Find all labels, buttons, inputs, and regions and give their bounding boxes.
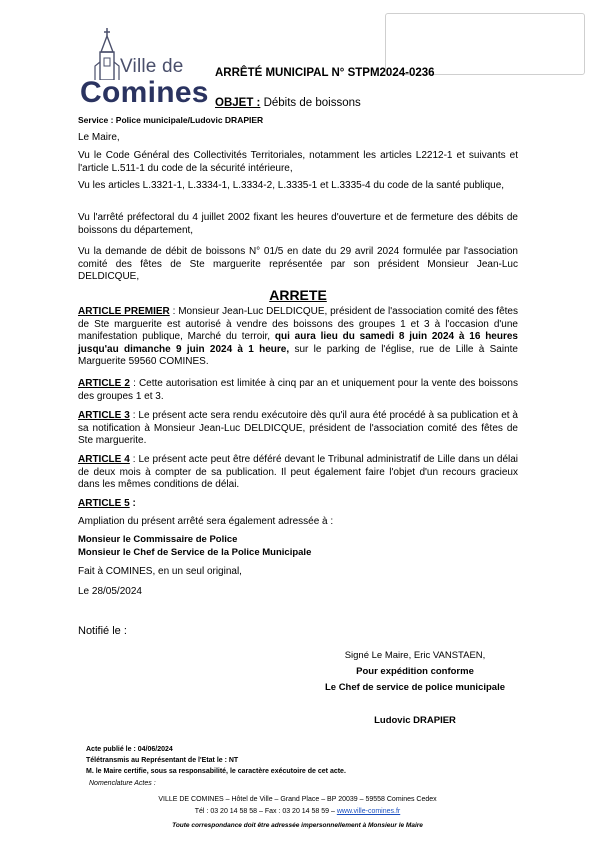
article-5 [78, 498, 518, 511]
article-3 [78, 410, 518, 448]
ville-de-comines-logo [78, 28, 209, 110]
arrete-heading: ARRETE [269, 287, 327, 303]
paragraph-vu-cgct: Vu le Code Général des Collectivités Territoriales, notamment les articles L2212-1 et suivants et l'article L.511-1 du code de la sécurité intérieure, [78, 150, 518, 174]
paragraph-vu-demande: Vu la demande de débit de boissons N° 01/5 en date du 29 avril 2024 formulée par l'association comité des fêtes de Ste marguerite représentée par son président Monsieur Jean-Luc DELDICQUE, [78, 246, 518, 282]
paragraph-maire: Le Maire, [78, 132, 120, 143]
article-2-text: : Cette autorisation est limitée à cinq par an et uniquement pour la vente des boissons des groupes 1 et 3. [78, 378, 518, 402]
destinataire-chef-police: Monsieur le Chef de Service de la Police Municipale [78, 547, 312, 558]
footer-publication: Acte publié le : 04/06/2024 [86, 746, 173, 753]
logo-comines-text: Comines [80, 76, 209, 109]
service-line: Service : Police municipale/Ludovic DRAPIER [78, 115, 264, 125]
footer-address: VILLE DE COMINES – Hôtel de Ville – Grand Place – BP 20039 – 59558 Comines Cedex [158, 796, 437, 803]
article-2 [78, 378, 518, 403]
logo-ville-text: Ville de [120, 56, 184, 77]
objet-text: Débits de boissons [260, 97, 361, 109]
article-premier [78, 306, 518, 369]
destinataire-commissaire: Monsieur le Commissaire de Police [78, 534, 238, 545]
article-3-label: ARTICLE 3 [78, 410, 130, 421]
footer-contact [40, 808, 555, 815]
signature-expedition: Pour expédition conforme [356, 666, 474, 677]
paragraph-vu-prefectoral: Vu l'arrêté préfectoral du 4 juillet 2002 fixant les heures d'ouverture et de fermeture des débits de boissons du département, [78, 212, 518, 236]
paragraph-vu-sante: Vu les articles L.3321-1, L.3334-1, L.3334-2, L.3335-1 et L.3335-4 du code de la santé publique, [78, 180, 505, 191]
article-premier-label: ARTICLE PREMIER [78, 306, 170, 317]
signature-chef-service: Le Chef de service de police municipale [324, 682, 506, 693]
ampliation-line: Ampliation du présent arrêté sera également adressée à : [78, 516, 334, 527]
article-premier-location: sur le parking de l'église, rue de Lille à Sainte Marguerite 59560 COMINES. [78, 343, 518, 367]
article-4-text: : Le présent acte peut être déféré devant le Tribunal administratif de Lille dans un délai de deux mois à compter de sa publication. Il peut également faire l'objet d'un recours gracieux dans les mêmes conditions de délai. [78, 454, 519, 490]
fait-a-line: Fait à COMINES, en un seul original, [78, 566, 242, 577]
article-3-text: : Le présent acte sera rendu exécutoire dès qu'il aura été procédé à sa publication et à sa notification à Monsieur Jean-Luc DELDICQUE, président de l'association comité des fêtes de Ste marguerite. [78, 410, 518, 446]
article-premier-text: : Monsieur Jean-Luc DELDICQUE, président de l'association comité des fêtes de Ste marguerite est autorisé à vendre des boissons des groupes 1 et 3 à l'occasion d'une manifestation publique, Marché du terroir, [78, 306, 518, 342]
article-5-label: ARTICLE 5 [78, 498, 130, 509]
website-link[interactable]: www.ville-comines.fr [336, 808, 401, 815]
objet-line [215, 97, 361, 109]
footer-nomenclature: Nomenclature Actes : [89, 780, 156, 787]
footer-correspondence-notice: Toute correspondance doit être adressée impersonnellement à Monsieur le Maire [172, 822, 423, 829]
footer-teletransmission: Télétransmis au Représentant de l'Etat le : NT [86, 757, 239, 764]
notifie-le: Notifié le : [78, 625, 127, 637]
signature-maire: Signé Le Maire, Eric VANSTAEN, [344, 650, 486, 661]
date-line: Le 28/05/2024 [78, 586, 142, 597]
article-2-label: ARTICLE 2 [78, 378, 130, 389]
arrete-title: ARRÊTÉ MUNICIPAL N° STPM2024-0236 [215, 67, 435, 79]
article-4 [78, 454, 518, 492]
article-5-text: : [129, 498, 136, 509]
article-4-label: ARTICLE 4 [78, 454, 130, 465]
footer-phone-fax: Tél : 03 20 14 58 58 – Fax : 03 20 14 58 59 – [194, 808, 337, 815]
church-tower-icon [92, 28, 122, 80]
signature-name: Ludovic DRAPIER [374, 715, 456, 726]
objet-label: OBJET : [215, 97, 261, 109]
reception-stamp-box [385, 13, 585, 75]
article-premier-dates: qui aura lieu du samedi 8 juin 2024 à 16 heures jusqu'au dimanche 9 juin 2024 à 1 heure, [78, 331, 518, 355]
footer-certification: M. le Maire certifie, sous sa responsabilité, le caractère exécutoire de cet acte. [86, 768, 346, 775]
